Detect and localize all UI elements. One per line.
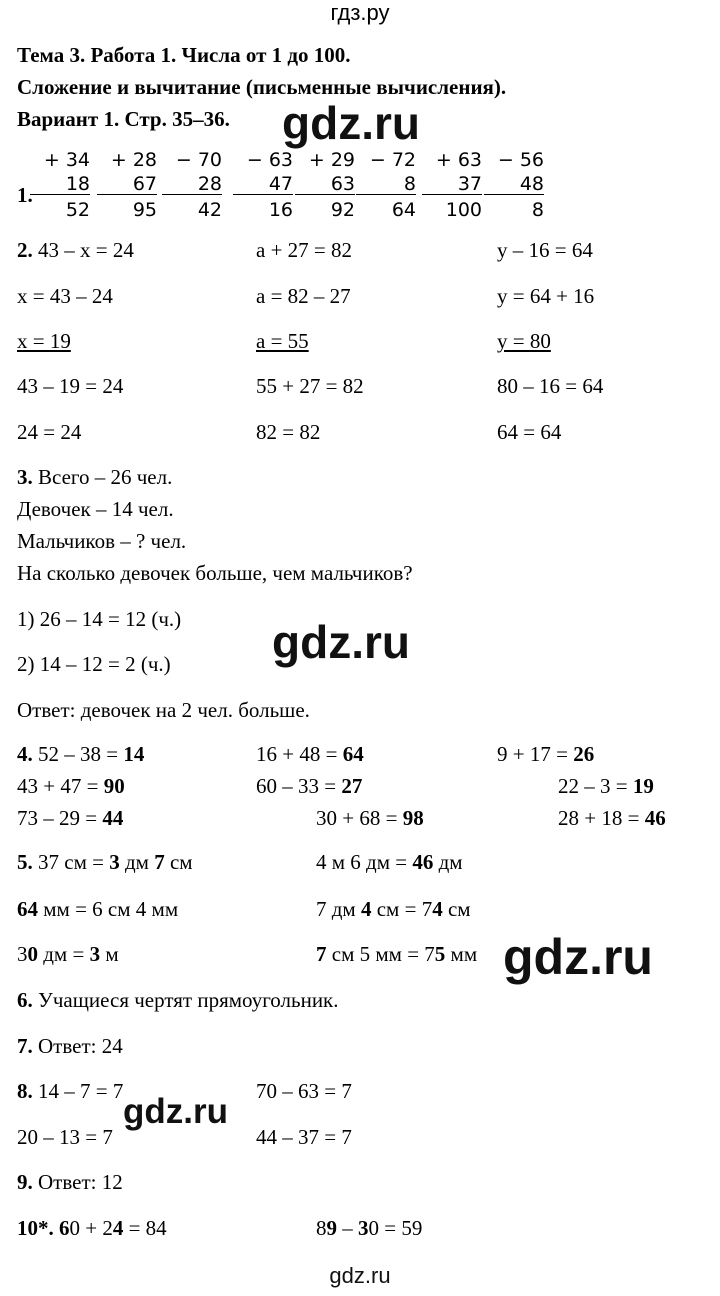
equation-solution: a = 55 (256, 329, 309, 353)
task-text: Ответ: 12 (32, 1170, 123, 1194)
task-number: 4. (17, 742, 33, 766)
task-text: Ответ: 24 (32, 1034, 123, 1058)
expression-result: 19 (632, 774, 654, 798)
equation-check: 43 – 19 = 24 (17, 374, 124, 398)
expression: 70 – 63 = 7 (256, 1079, 352, 1103)
expression (17, 774, 125, 798)
expression-text: 16 + 48 = (256, 742, 343, 766)
conversion-text: 7 дм (316, 897, 361, 921)
expression-digit: 4 (112, 1216, 124, 1240)
conversion-text: дм = (38, 942, 90, 966)
expression-result: 64 (342, 742, 364, 766)
conversion-text: см (442, 897, 471, 921)
condition-text: Всего – 26 чел. (38, 465, 173, 489)
column-top: − 63 (246, 149, 293, 171)
conversion-value: 5 (434, 942, 446, 966)
column-middle: 28 (162, 172, 222, 195)
task-number: 1. (17, 183, 33, 207)
column-middle: 18 (30, 172, 90, 195)
expression (558, 806, 666, 830)
watermark: gdz.ru (272, 616, 410, 668)
expression-result: 44 (102, 806, 124, 830)
column-top: + 63 (435, 149, 482, 171)
column-result: 92 (330, 199, 355, 221)
unit-conversion (17, 942, 119, 966)
column-middle: 37 (422, 172, 482, 195)
column-middle: 63 (295, 172, 355, 195)
conversion-value: 7 (316, 942, 327, 966)
column-top: − 56 (497, 149, 544, 171)
expression (558, 774, 654, 798)
column-result: 52 (65, 199, 90, 221)
conversion-value: 3 (89, 942, 101, 966)
expression-text: 22 – 3 = (558, 774, 633, 798)
task-statement (17, 1170, 123, 1194)
column-result: 16 (268, 199, 293, 221)
expression-text: 52 – 38 = (38, 742, 124, 766)
topic-title: Тема 3. Работа 1. Числа от 1 до 100. (17, 43, 351, 67)
task-number: 6. (17, 988, 33, 1012)
expression-digit: 9 (326, 1216, 337, 1240)
conversion-value: 0 (27, 942, 38, 966)
conversion-text: 4 м 6 дм = (316, 850, 413, 874)
expression-result: 98 (402, 806, 424, 830)
expression (256, 774, 362, 798)
expression-result: 14 (123, 742, 145, 766)
expression-digit: 6 (59, 1216, 70, 1240)
watermark: gdz.ru (503, 929, 653, 985)
equation-line: x = 43 – 24 (17, 284, 113, 308)
expression-text: 8 (316, 1216, 327, 1240)
expression-result: 46 (644, 806, 666, 830)
problem-question: На сколько девочек больше, чем мальчиков? (17, 561, 413, 585)
conversion-text: 37 см = (32, 850, 110, 874)
solution-step: 1) 26 – 14 = 12 (ч.) (17, 607, 182, 631)
column-middle: 8 (356, 172, 416, 195)
expression: 44 – 37 = 7 (256, 1125, 352, 1149)
equation-check-result: 64 = 64 (497, 420, 562, 444)
equation-solution: x = 19 (17, 329, 71, 353)
column-result: 8 (531, 199, 544, 221)
watermark: gdz.ru (123, 1092, 228, 1131)
conversion-value: 7 (154, 850, 165, 874)
task-number: 3. (17, 465, 33, 489)
conversion-text: мм = 6 см 4 мм (38, 897, 179, 921)
equation-text: 43 – x = 24 (38, 238, 134, 262)
solution-step: 2) 14 – 12 = 2 (ч.) (17, 652, 171, 676)
conversion-text: дм (433, 850, 463, 874)
expression-text: 28 + 18 = (558, 806, 645, 830)
expression (17, 1079, 123, 1103)
unit-conversion (316, 850, 463, 874)
conversion-text: 3 (17, 942, 28, 966)
conversion-text: мм (445, 942, 478, 966)
expression: 20 – 13 = 7 (17, 1125, 113, 1149)
unit-conversion (17, 850, 193, 874)
unit-conversion (316, 942, 477, 966)
equation-line: a + 27 = 82 (256, 238, 353, 262)
conversion-value: 4 (432, 897, 443, 921)
expression (17, 742, 144, 766)
expression (316, 806, 424, 830)
conversion-value: 64 (17, 897, 38, 921)
equation-line: y = 64 + 16 (497, 284, 595, 308)
footer-site-label: gdz.ru (329, 1263, 391, 1288)
problem-condition (17, 465, 172, 489)
unit-conversion (17, 897, 178, 921)
conversion-value: 3 (109, 850, 120, 874)
column-top: + 29 (308, 149, 355, 171)
expression-text: 43 + 47 = (17, 774, 104, 798)
expression-text: 9 + 17 = (497, 742, 574, 766)
column-top: − 70 (175, 149, 222, 171)
expression (316, 1216, 422, 1240)
task-number: 9. (17, 1170, 33, 1194)
expression (17, 806, 123, 830)
conversion-text: дм (119, 850, 155, 874)
task-statement (17, 988, 339, 1012)
conversion-text: см = 7 (371, 897, 433, 921)
column-middle: 47 (233, 172, 293, 195)
expression-digit: 3 (358, 1216, 369, 1240)
expression-text: – (337, 1216, 358, 1240)
watermark: gdz.ru (282, 97, 420, 149)
conversion-text: см 5 мм = 7 (326, 942, 435, 966)
conversion-value: 4 (360, 897, 372, 921)
task-number: 5. (17, 850, 33, 874)
expression (256, 742, 364, 766)
task-number: 2. (17, 238, 33, 262)
equation-check-result: 24 = 24 (17, 420, 82, 444)
column-middle: 67 (97, 172, 157, 195)
variant-title: Вариант 1. Стр. 35–36. (17, 107, 230, 131)
task-statement (17, 1034, 123, 1058)
column-result: 42 (197, 199, 222, 221)
unit-conversion (316, 897, 471, 921)
conversion-text: см (164, 850, 193, 874)
equation-check-result: 82 = 82 (256, 420, 321, 444)
expression (497, 742, 594, 766)
expression-text: = 84 (123, 1216, 167, 1240)
topic-subtitle: Сложение и вычитание (письменные вычисления). (17, 75, 507, 99)
expression-result: 26 (573, 742, 595, 766)
equation-line (17, 238, 134, 262)
expression-text: 0 = 59 (368, 1216, 423, 1240)
equation-check: 55 + 27 = 82 (256, 374, 364, 398)
expression-text: 60 – 33 = (256, 774, 342, 798)
column-result: 95 (132, 199, 157, 221)
conversion-value: 46 (412, 850, 434, 874)
task-text: Учащиеся чертят прямоугольник. (32, 988, 339, 1012)
equation-line: y – 16 = 64 (497, 238, 593, 262)
site-header-label: гдз.ру (330, 0, 390, 25)
expression-text: 30 + 68 = (316, 806, 403, 830)
conversion-text: м (100, 942, 119, 966)
equation-check: 80 – 16 = 64 (497, 374, 604, 398)
task-number: 10*. (17, 1216, 54, 1240)
column-top: − 72 (369, 149, 416, 171)
expression-result: 27 (341, 774, 363, 798)
expression-text: 73 – 29 = (17, 806, 103, 830)
task-number: 8. (17, 1079, 33, 1103)
expression-text: 0 + 2 (69, 1216, 113, 1240)
column-result: 64 (391, 199, 416, 221)
column-top: + 28 (110, 149, 157, 171)
problem-answer: Ответ: девочек на 2 чел. больше. (17, 698, 310, 722)
condition-text: Девочек – 14 чел. (17, 497, 174, 521)
column-middle: 48 (484, 172, 544, 195)
expression-text: 14 – 7 = 7 (32, 1079, 124, 1103)
equation-line: a = 82 – 27 (256, 284, 351, 308)
expression-result: 90 (103, 774, 125, 798)
condition-text: Мальчиков – ? чел. (17, 529, 187, 553)
task-number: 7. (17, 1034, 33, 1058)
column-top: + 34 (43, 149, 90, 171)
expression (17, 1216, 167, 1240)
equation-solution: y = 80 (497, 329, 551, 353)
column-result: 100 (445, 199, 482, 221)
